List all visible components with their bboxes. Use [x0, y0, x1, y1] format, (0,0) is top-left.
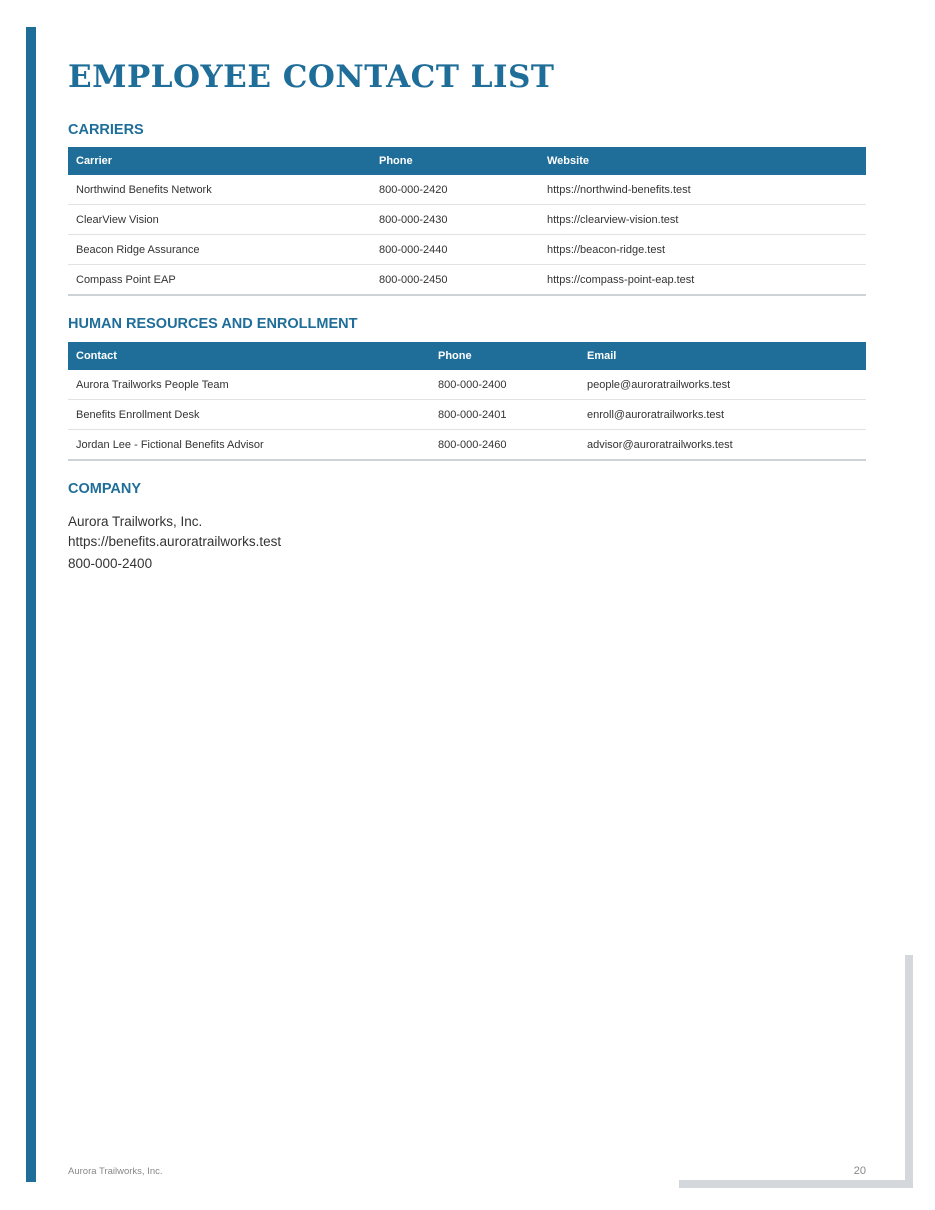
hr-table: [68, 342, 866, 461]
carrier-website-link[interactable]: https://compass-point-eap.test: [539, 265, 866, 296]
column-header-carrier: Carrier: [68, 147, 371, 175]
carriers-table: [68, 147, 866, 296]
carrier-name: Beacon Ridge Assurance: [68, 235, 371, 265]
carrier-website-link[interactable]: https://beacon-ridge.test: [539, 235, 866, 265]
carrier-phone: 800-000-2420: [371, 175, 539, 205]
page-number: 20: [853, 1165, 866, 1177]
table-row: [68, 370, 866, 400]
table-row: [68, 400, 866, 430]
contact-phone: 800-000-2400: [430, 370, 579, 400]
company-phone: 800-000-2400: [68, 556, 153, 571]
column-header-email: Email: [579, 342, 866, 370]
contact-phone: 800-000-2401: [430, 400, 579, 430]
carrier-phone: 800-000-2430: [371, 205, 539, 235]
corner-shadow-horizontal: [679, 1180, 913, 1188]
carrier-phone: 800-000-2450: [371, 265, 539, 296]
contact-email-link[interactable]: advisor@auroratrailworks.test: [579, 430, 866, 461]
contact-name: Jordan Lee - Fictional Benefits Advisor: [68, 430, 430, 461]
table-row: [68, 430, 866, 461]
carriers-heading: CARRIERS: [68, 122, 144, 138]
column-header-phone: Phone: [371, 147, 539, 175]
column-header-website: Website: [539, 147, 866, 175]
page-title: EMPLOYEE CONTACT LIST: [68, 59, 555, 95]
column-header-phone: Phone: [430, 342, 579, 370]
company-website-link[interactable]: https://benefits.auroratrailworks.test: [68, 534, 282, 549]
left-accent-bar: [26, 27, 36, 1182]
contact-name: Aurora Trailworks People Team: [68, 370, 430, 400]
corner-shadow-vertical: [905, 955, 913, 1188]
carrier-phone: 800-000-2440: [371, 235, 539, 265]
company-heading: COMPANY: [68, 481, 142, 497]
table-row: [68, 235, 866, 265]
table-row: [68, 175, 866, 205]
table-row: [68, 205, 866, 235]
carrier-name: Compass Point EAP: [68, 265, 371, 296]
carrier-website-link[interactable]: https://northwind-benefits.test: [539, 175, 866, 205]
table-header-row: [68, 147, 866, 175]
contact-name: Benefits Enrollment Desk: [68, 400, 430, 430]
hr-heading: HUMAN RESOURCES AND ENROLLMENT: [68, 316, 358, 332]
footer-company: Aurora Trailworks, Inc.: [68, 1166, 163, 1177]
table-header-row: [68, 342, 866, 370]
table-row: [68, 265, 866, 296]
carrier-name: ClearView Vision: [68, 205, 371, 235]
carrier-name: Northwind Benefits Network: [68, 175, 371, 205]
carrier-website-link[interactable]: https://clearview-vision.test: [539, 205, 866, 235]
company-name: Aurora Trailworks, Inc.: [68, 514, 203, 529]
contact-phone: 800-000-2460: [430, 430, 579, 461]
contact-email-link[interactable]: enroll@auroratrailworks.test: [579, 400, 866, 430]
contact-email-link[interactable]: people@auroratrailworks.test: [579, 370, 866, 400]
column-header-contact: Contact: [68, 342, 430, 370]
